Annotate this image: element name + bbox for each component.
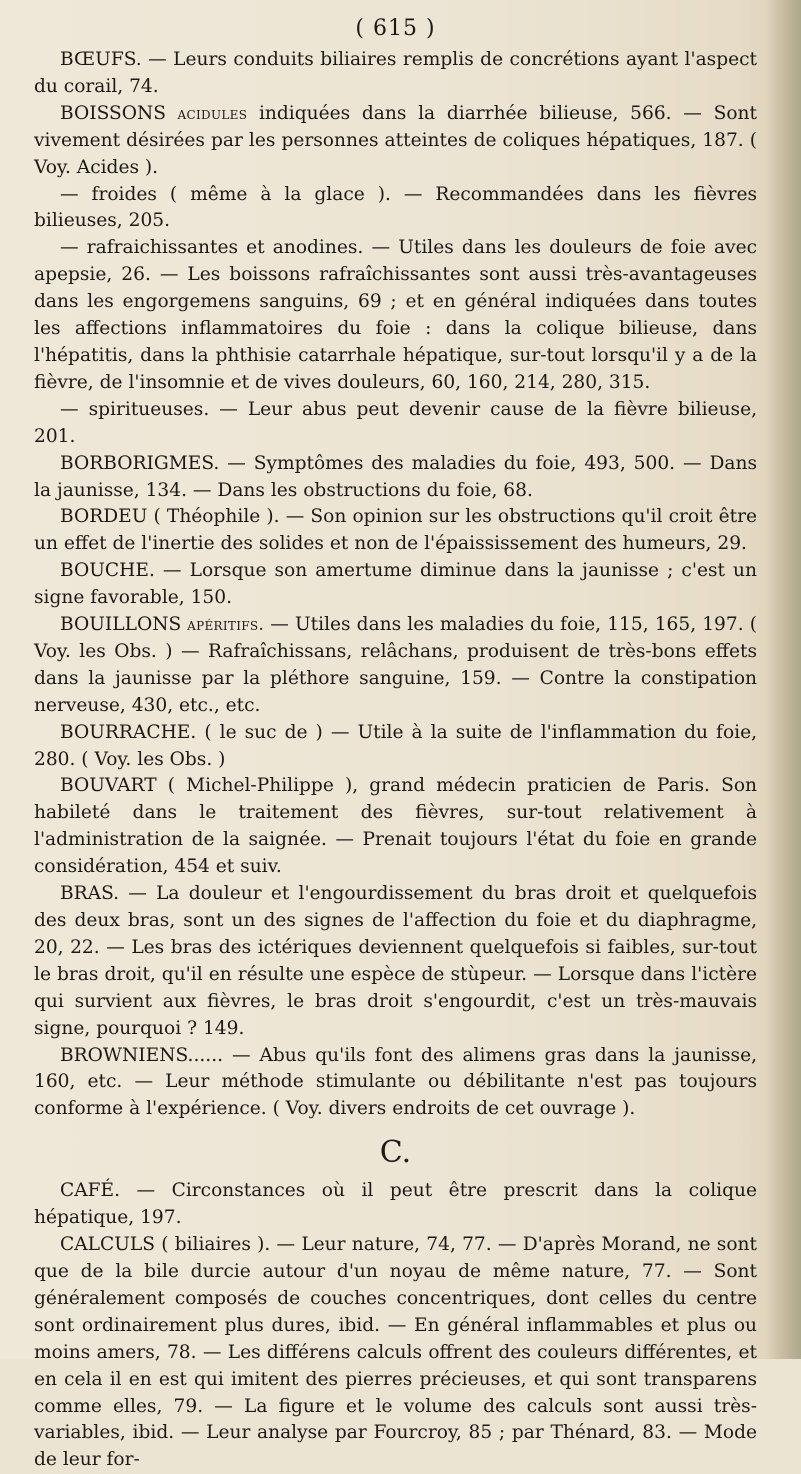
entry-head: BOISSONS [60,102,166,124]
entry-head: BOUVART [60,775,157,797]
entry-head: BOURRACHE. [60,721,197,743]
entry-boeufs [34,47,757,101]
entry-text: — froides ( même à la glace ). — Recommandées dans les fièvres bilieuses, 205. [34,183,757,232]
entry-head: CALCULS [60,1234,155,1256]
entry-text: — rafraichissantes et anodines. — Utiles dans les douleurs de foie avec apepsie, 26. — Les boissons rafraîchissantes sont aussi très-avantageuses dans les engorgemens sanguins, 69 ; et en général indiquées dans toutes les affections inflammatoires du foie : dans la colique bilieuse, dans l'hépatitis, dans la phthisie catarrhale hépatique, sur-tout lorsqu'il y a de la fièvre, de l'insomnie et de vives douleurs, 60, 160, 214, 280, 315. [34,237,757,393]
entry-calculs [34,1232,757,1474]
entry-text: — Circonstances où il peut être prescrit dans la colique hépatique, 197. [34,1180,757,1229]
entry-text: — Abus qu'ils font des alimens gras dans la jaunisse, 160, etc. — Leur méthode stimulante ou débilitante n'est pas toujours conforme à l'expérience. ( Voy. divers endroits de cet ouvrage ). [34,1044,757,1120]
entry-boissons-rafraichissantes [34,235,757,396]
entry-text: — Utiles dans les maladies du foie, 115, 165, 197. ( Voy. les Obs. ) — Rafraîchissans, relâchans, produisent de très-bons effets dans la jaunisse par la pléthore sanguine, 159. — Contre la constipation nerveuse, 430, etc., etc. [34,614,757,716]
entry-bouvart [34,773,757,881]
entry-subhead: apéritifs. [181,615,265,636]
entry-head: BORBORIGMES. [60,452,220,474]
entry-head: BROWNIENS...... [60,1044,224,1066]
entry-cafe [34,1178,757,1232]
section-letter-c: C. [379,1135,412,1171]
entry-text: ( le suc de ) — Utile à la suite de l'inflammation du foie, 280. ( Voy. les Obs. ) [34,721,757,770]
entry-boissons-froides [34,182,757,236]
entry-text: indiquées dans la diarrhée bilieuse, 566. — Sont vivement désirées par les personnes atteintes de coliques hépatiques, 187. ( Voy. Acides ). [34,102,757,178]
entries-b [34,47,757,1123]
page-edge-shadow [767,0,801,1359]
entry-head: BŒUFS. [60,49,142,70]
entry-borborigmes [34,451,757,505]
entry-text: ( biliaires ). — Leur nature, 74, 77. — D'après Morand, ne sont que de la bile durcie autour d'un noyau de même nature, 77. — Sont généralement composés de couches concentriques, dont celles du centre sont ordinairement plus dures, ibid. — En général inflammables et plus ou moins amers, 78. — Les différens calculs offrent des couleurs différentes, et en cela il en est qui imitent des pierres précieuses, et qui sont transparens comme elles, 79. — La figure et le volume des calculs sont aussi très-variables, ibid. — Leur analyse par Fourcroy, 85 ; par Thénard, 83. — Mode de leur for- [34,1234,757,1471]
entry-head: BOUILLONS [60,614,182,636]
entry-head: BRAS. [60,883,120,905]
entry-text: — Leurs conduits biliaires remplis de concrétions ayant l'aspect du corail, 74. [34,49,757,97]
entry-text: — Lorsque son amertume diminue dans la jaunisse ; c'est un signe favorable, 150. [34,560,757,609]
entry-text: — Symptômes des maladies du foie, 493, 500. — Dans la jaunisse, 134. — Dans les obstructions du foie, 68. [34,452,757,501]
entry-bouillons [34,612,757,720]
page-number: ( 615 ) [355,16,436,41]
entries-c [34,1178,757,1474]
entry-boissons [34,101,757,182]
entry-head: CAFÉ. [60,1180,121,1202]
entry-text: ( Théophile ). — Son opinion sur les obstructions qu'il croit être un effet de l'inertie des solides et non de l'épaississement des humeurs, 29. [34,506,757,555]
entry-boissons-spiritueuses [34,397,757,451]
entry-text: — La douleur et l'engourdissement du bras droit et quelquefois des deux bras, sont un des signes de l'affection du foie et du diaphragme, 20, 22. — Les bras des ictériques deviennent quelquefois si faibles, sur-tout le bras droit, qu'il en résulte une espèce de stùpeur. — Lorsque dans l'ictère qui survient aux fièvres, le bras droit s'engourdit, c'est un très-mauvais signe, pourquoi ? 149. [34,883,757,1039]
entry-browniens [34,1043,757,1124]
entry-bordeu [34,504,757,558]
entry-bouche [34,558,757,612]
entry-bourrache [34,720,757,774]
entry-bras [34,881,757,1042]
entry-head: BORDEU [60,506,148,528]
entry-text: ( Michel-Philippe ), grand médecin praticien de Paris. Son habileté dans le traitement des fièvres, sur-tout relativement à l'administration de la saignée. — Prenait toujours l'état du foie en grande considération, 454 et suiv. [34,775,757,878]
entry-subhead: acidules [166,103,248,124]
entry-text: — spiritueuses. — Leur abus peut devenir cause de la fièvre bilieuse, 201. [34,398,757,447]
entry-head: BOUCHE. [60,560,155,582]
